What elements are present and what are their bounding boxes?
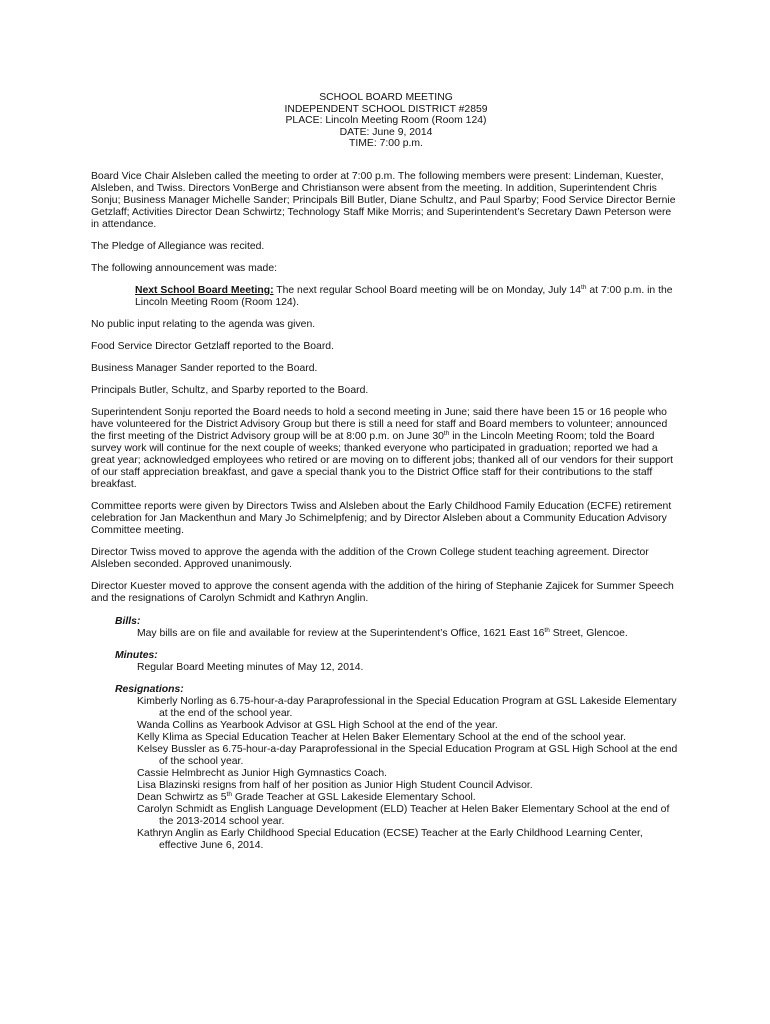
resignation-text-b: Grade Teacher at GSL Lakeside Elementary School. bbox=[231, 791, 476, 803]
resignation-item: Kelsey Bussler as 6.75-hour-a-day Paraprofessional in the Special Education Program at GSL High School at the end of the school year. bbox=[137, 743, 678, 767]
resignation-item: Kathryn Anglin as Early Childhood Special Education (ECSE) Teacher at the Early Childhood Learning Center, effective June 6, 2014. bbox=[137, 827, 643, 851]
header-date: DATE: June 9, 2014 bbox=[339, 126, 433, 138]
announcement-sup: th bbox=[581, 283, 587, 291]
committee-reports-paragraph: Committee reports were given by Directors Twiss and Alsleben about the Early Childhood Family Education (ECFE) retirement celebration for Jan Mackenthun and Mary Jo Schimelpfenig; and by Director Alsleben about a Community Education Advisory Committee meeting. bbox=[91, 500, 672, 536]
resignation-item: Cassie Helmbrecht as Junior High Gymnastics Coach. bbox=[137, 767, 388, 779]
header-title: SCHOOL BOARD MEETING bbox=[319, 92, 453, 103]
resignations-heading: Resignations: bbox=[115, 683, 184, 695]
call-to-order-paragraph: Board Vice Chair Alsleben called the meeting to order at 7:00 p.m. The following members were present: Lindeman, Kuester, Alsleben, and Twiss. Directors VonBerge and Christianson were absent from the meeting. In addition, Superintendent Chris Sonju; Business Manager Michelle Sander; Principals Bill Butler, Diane Schultz, and Paul Sparby; Food Service Director Bernie Getzlaff; Activities Director Dean Schwirtz; Technology Staff Mike Morris; and Superintendent’s Secretary Dawn Peterson were in attendance. bbox=[91, 170, 676, 230]
principals-paragraph: Principals Butler, Schultz, and Sparby reported to the Board. bbox=[91, 384, 369, 396]
header-district: INDEPENDENT SCHOOL DISTRICT #2859 bbox=[284, 103, 488, 115]
resignation-item bbox=[91, 792, 681, 804]
pledge-paragraph: The Pledge of Allegiance was recited. bbox=[91, 240, 265, 252]
announcement-text-b: at 7:00 p.m. in the Lincoln Meeting Room (Room 124). bbox=[135, 284, 673, 308]
bills-item bbox=[91, 628, 681, 640]
bills-sup: th bbox=[544, 626, 550, 634]
minutes-item: Regular Board Meeting minutes of May 12, 2014. bbox=[137, 661, 364, 673]
agenda-motion-paragraph: Director Twiss moved to approve the agenda with the addition of the Crown College student teaching agreement. Director Alsleben seconded. Approved unanimously. bbox=[91, 546, 649, 570]
public-input-paragraph: No public input relating to the agenda was given. bbox=[91, 318, 316, 330]
bills-text-b: Street, Glencoe. bbox=[549, 627, 628, 639]
header-time: TIME: 7:00 p.m. bbox=[349, 138, 423, 150]
bills-text-a: May bills are on file and available for review at the Superintendent’s Office, 1621 East 16 bbox=[137, 627, 545, 639]
minutes-heading: Minutes: bbox=[115, 649, 158, 661]
announcement-label: Next School Board Meeting: bbox=[135, 284, 274, 296]
resignation-item: Kimberly Norling as 6.75-hour-a-day Paraprofessional in the Special Education Program at GSL Lakeside Elementary at the end of the school year. bbox=[137, 695, 677, 719]
superintendent-text-a: Superintendent Sonju reported the Board needs to hold a second meeting in June; said there have been 15 or 16 people who have volunteered for the District Advisory Group but there is still a need for staff and Board members to volunteer; announced the first meeting of the District Advisory group will be at 8:00 p.m. on June 30 bbox=[91, 406, 668, 442]
bills-heading: Bills: bbox=[115, 615, 141, 627]
resignation-item: Lisa Blazinski resigns from half of her position as Junior High Student Council Advisor. bbox=[137, 779, 533, 791]
meeting-header bbox=[91, 92, 681, 150]
resignation-item: Wanda Collins as Yearbook Advisor at GSL High School at the end of the year. bbox=[137, 719, 498, 731]
food-service-paragraph: Food Service Director Getzlaff reported to the Board. bbox=[91, 340, 334, 352]
announcement-intro: The following announcement was made: bbox=[91, 262, 277, 274]
resignation-text-a: Dean Schwirtz as 5 bbox=[137, 791, 227, 803]
resignation-item: Carolyn Schmidt as English Language Development (ELD) Teacher at Helen Baker Elementary School at the end of the 2013-2014 school year. bbox=[137, 803, 670, 827]
business-manager-paragraph: Business Manager Sander reported to the Board. bbox=[91, 362, 318, 374]
resignation-item: Kelly Klima as Special Education Teacher at Helen Baker Elementary School at the end of the school year. bbox=[137, 731, 627, 743]
resignation-sup: th bbox=[226, 790, 232, 798]
superintendent-text-b: in the Lincoln Meeting Room; told the Board survey work will continue for the next couple of weeks; thanked everyone who participated in graduation; reported we had a great year; acknowledged employees who retired or are moving on to different jobs; thanked all of our vendors for their support of our staff appreciation breakfast, and gave a special thank you to the District Office staff for their contributions to the staff breakfast. bbox=[91, 430, 674, 490]
superintendent-paragraph bbox=[91, 407, 681, 491]
resignations-list bbox=[91, 696, 681, 852]
announcement-paragraph bbox=[91, 285, 681, 309]
document-page bbox=[91, 92, 681, 852]
announcement-text-a: The next regular School Board meeting will be on Monday, July 14 bbox=[273, 284, 582, 296]
header-place: PLACE: Lincoln Meeting Room (Room 124) bbox=[285, 115, 487, 127]
consent-agenda-paragraph: Director Kuester moved to approve the consent agenda with the addition of the hiring of Stephanie Zajicek for Summer Speech and the resignations of Carolyn Schmidt and Kathryn Anglin. bbox=[91, 580, 674, 604]
superintendent-sup: th bbox=[443, 429, 450, 437]
